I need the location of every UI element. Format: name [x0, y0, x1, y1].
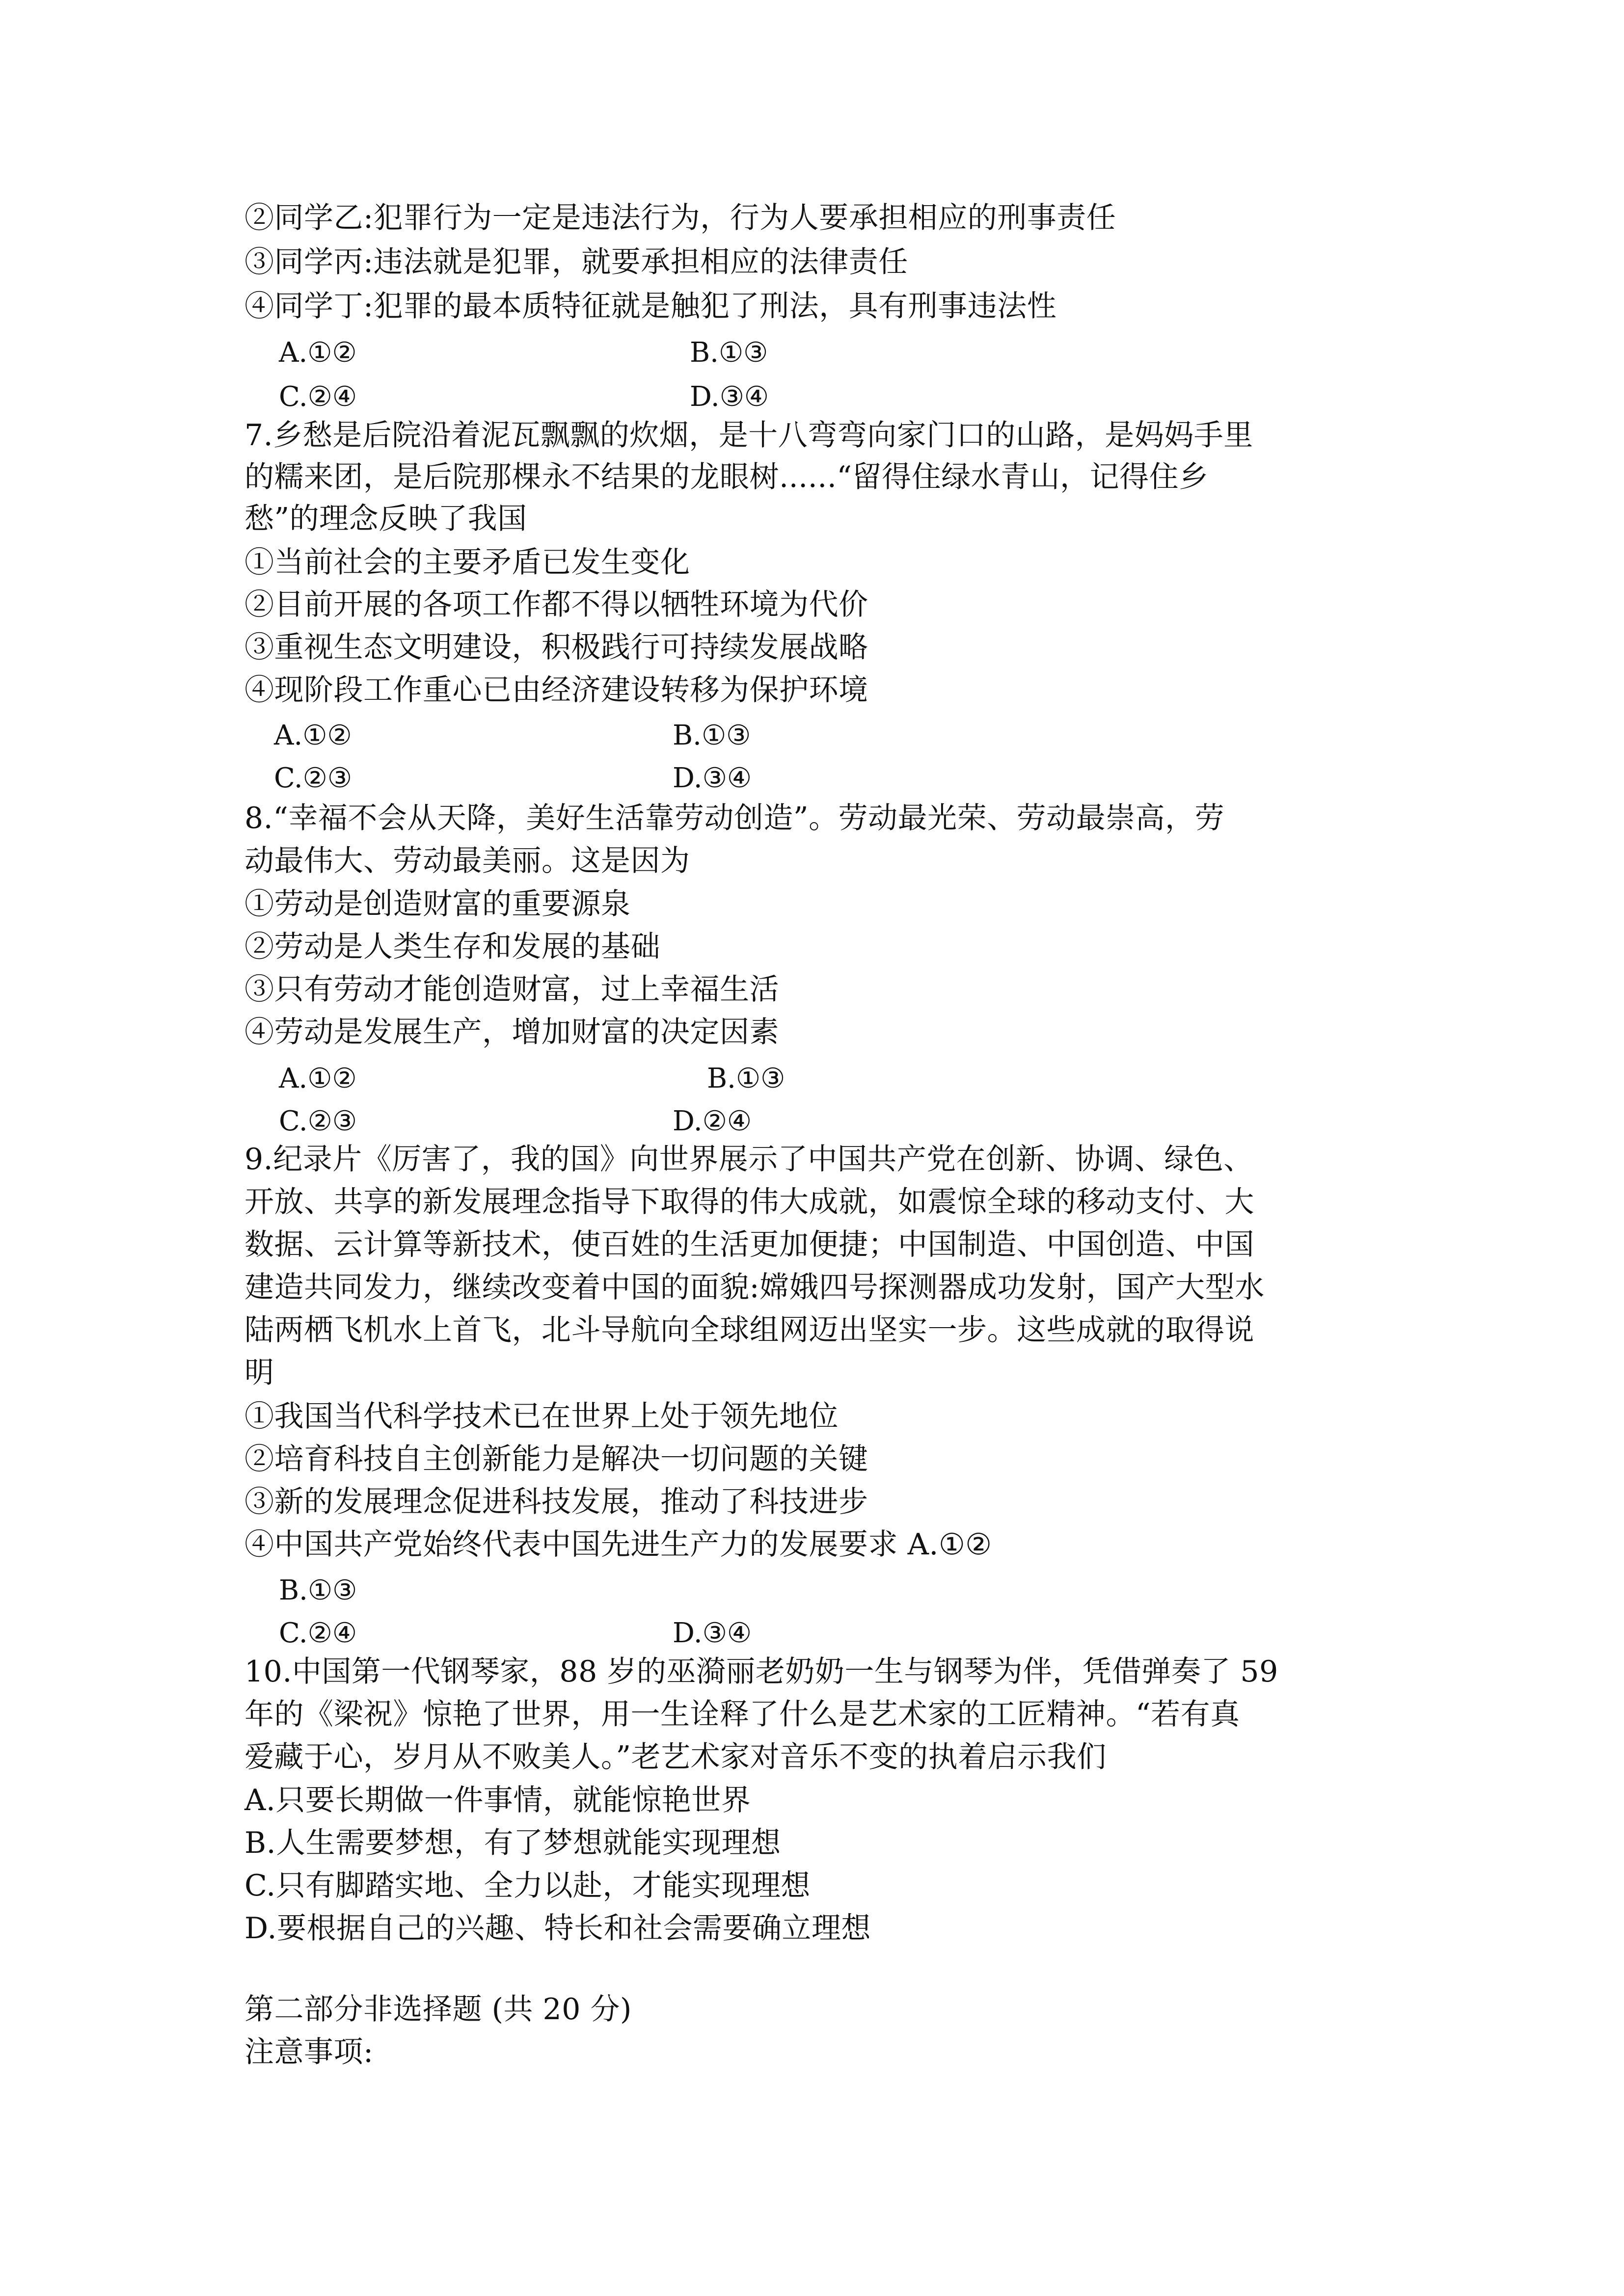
q8-statement-1: ①劳动是创造财富的重要源泉	[244, 887, 631, 921]
q10-stem-line-3: 爱藏于心，岁月从不败美人。”老艺术家对音乐不变的执着启示我们	[244, 1740, 1107, 1774]
q7-stem-line-2: 的糯来团，是后院那棵永不结果的龙眼树......“留得住绿水青山，记得住乡	[244, 460, 1209, 494]
q7-statement-2: ②目前开展的各项工作都不得以牺牲环境为代价	[244, 587, 868, 622]
part2-title: 第二部分非选择题 (共 20 分)	[244, 1992, 632, 2027]
q6-option-a: A.①②	[279, 337, 357, 369]
q7-option-c: C.②③	[274, 762, 352, 794]
q6-option-d: D.③④	[690, 381, 769, 413]
q9-stem-line-4: 建造共同发力，继续改变着中国的面貌:嫦娥四号探测器成功发射，国产大型水	[244, 1270, 1265, 1305]
q8-statement-2: ②劳动是人类生存和发展的基础	[244, 930, 660, 964]
q6-option-b: B.①③	[690, 337, 768, 369]
q9-statement-4: ④中国共产党始终代表中国先进生产力的发展要求 A.①②	[244, 1527, 992, 1562]
q9-option-b: B.①③	[279, 1575, 357, 1606]
q9-stem-line-6: 明	[244, 1356, 274, 1390]
q7-statement-3: ③重视生态文明建设，积极践行可持续发展战略	[244, 630, 868, 665]
q8-option-b: B.①③	[707, 1063, 785, 1095]
q10-choice-c: C.只有脚踏实地、全力以赴，才能实现理想	[244, 1869, 811, 1903]
q7-statement-4: ④现阶段工作重心已由经济建设转移为保护环境	[244, 673, 868, 707]
q7-option-d: D.③④	[673, 762, 752, 794]
q9-option-c: C.②④	[279, 1617, 357, 1649]
q8-stem-line-2: 动最伟大、劳动最美丽。这是因为	[244, 844, 690, 878]
q9-option-d: D.③④	[673, 1617, 752, 1649]
q9-stem-line-1: 9.纪录片《厉害了，我的国》向世界展示了中国共产党在创新、协调、绿色、	[244, 1142, 1253, 1176]
q8-option-d: D.②④	[673, 1105, 752, 1137]
q7-stem-line-1: 7.乡愁是后院沿着泥瓦飘飘的炊烟，是十八弯弯向家门口的山路，是妈妈手里	[244, 418, 1253, 453]
q9-stem-line-2: 开放、共享的新发展理念指导下取得的伟大成就，如震惊全球的移动支付、大	[244, 1185, 1254, 1219]
q6-option-c: C.②④	[279, 381, 357, 413]
q8-option-a: A.①②	[279, 1063, 357, 1095]
q8-statement-3: ③只有劳动才能创造财富，过上幸福生活	[244, 972, 779, 1007]
q7-option-b: B.①③	[673, 720, 751, 751]
q9-statement-2: ②培育科技自主创新能力是解决一切问题的关键	[244, 1442, 868, 1476]
q7-statement-1: ①当前社会的主要矛盾已发生变化	[244, 545, 690, 580]
q8-statement-4: ④劳动是发展生产，增加财富的决定因素	[244, 1015, 779, 1049]
q10-stem-line-1: 10.中国第一代钢琴家，88 岁的巫漪丽老奶奶一生与钢琴为伴，凭借弹奏了 59	[244, 1655, 1278, 1689]
q7-stem-line-3: 愁”的理念反映了我国	[244, 502, 527, 536]
q8-option-c: C.②③	[279, 1105, 357, 1137]
q9-stem-line-5: 陆两栖飞机水上首飞，北斗导航向全球组网迈出坚实一步。这些成就的取得说	[244, 1313, 1254, 1347]
q9-statement-1: ①我国当代科学技术已在世界上处于领先地位	[244, 1399, 839, 1434]
q9-stem-line-3: 数据、云计算等新技术，使百姓的生活更加便捷；中国制造、中国创造、中国	[244, 1228, 1254, 1262]
q10-choice-a: A.只要长期做一件事情，就能惊艳世界	[244, 1783, 751, 1817]
q6-statement-4: ④同学丁:犯罪的最本质特征就是触犯了刑法，具有刑事违法性	[244, 289, 1057, 323]
q8-stem-line-1: 8.“幸福不会从天降，美好生活靠劳动创造”。劳动最光荣、劳动最崇高，劳	[244, 801, 1225, 835]
q10-choice-d: D.要根据自己的兴趣、特长和社会需要确立理想	[244, 1911, 871, 1946]
q7-option-a: A.①②	[274, 720, 352, 751]
notes-label: 注意事项:	[244, 2035, 374, 2069]
q6-statement-3: ③同学丙:违法就是犯罪，就要承担相应的法律责任	[244, 245, 908, 279]
q10-stem-line-2: 年的《梁祝》惊艳了世界，用一生诠释了什么是艺术家的工匠精神。“若有真	[244, 1697, 1240, 1732]
q10-choice-b: B.人生需要梦想，有了梦想就能实现理想	[244, 1826, 781, 1860]
q9-statement-3: ③新的发展理念促进科技发展，推动了科技进步	[244, 1485, 868, 1519]
q6-statement-2: ②同学乙:犯罪行为一定是违法行为，行为人要承担相应的刑事责任	[244, 201, 1116, 235]
